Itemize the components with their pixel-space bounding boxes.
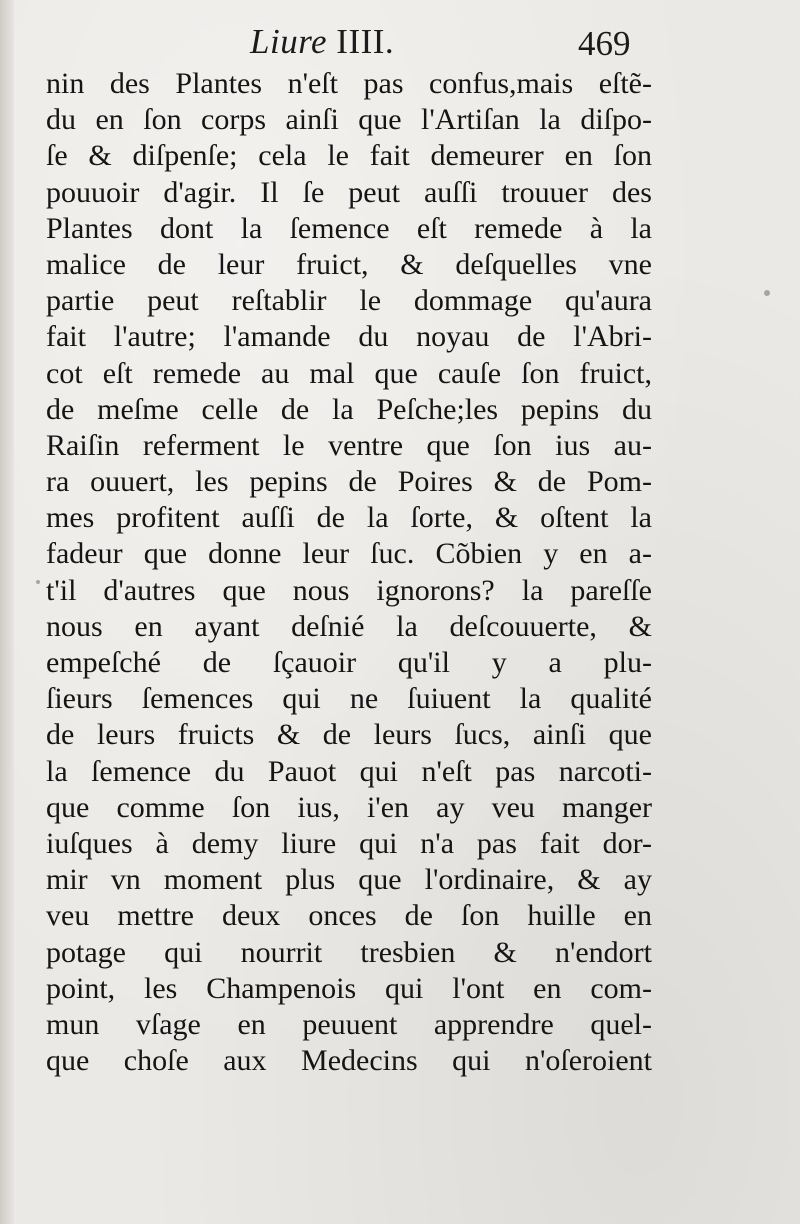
text-line: mun vſage en peuuent apprendre quel- bbox=[46, 1007, 652, 1041]
text-line: fadeur que donne leur ſuc. Cõbien y en a- bbox=[46, 537, 652, 571]
text-line: potage qui nourrit tresbien & n'endort bbox=[46, 935, 652, 969]
text-line: t'il d'autres que nous ignorons? la pareſſe bbox=[46, 573, 652, 607]
running-head-book-word: Liure bbox=[250, 22, 328, 61]
text-line: nin des Plantes n'eſt pas confus,mais eſtẽ- bbox=[46, 67, 652, 100]
page-number: 469 bbox=[578, 24, 631, 63]
text-line: mes profitent auſſi de la ſorte, & oſtent la bbox=[46, 501, 652, 535]
text-line: iuſques à demy liure qui n'a pas fait dor- bbox=[46, 826, 652, 860]
page-header bbox=[0, 18, 800, 68]
text-line: du en ſon corps ainſi que l'Artiſan la diſpo- bbox=[46, 103, 652, 137]
text-line: de leurs fruicts & de leurs ſucs, ainſi que bbox=[46, 718, 652, 752]
text-line: ſieurs ſemences qui ne ſuiuent la qualité bbox=[46, 682, 652, 716]
text-line: ra ouuert, les pepins de Poires & de Pom- bbox=[46, 465, 652, 499]
text-line: cot eſt remede au mal que cauſe ſon fruict, bbox=[46, 356, 652, 390]
text-line: de meſme celle de la Peſche;les pepins du bbox=[46, 392, 652, 426]
text-line: mir vn moment plus que l'ordinaire, & ay bbox=[46, 863, 652, 897]
paper-speck bbox=[36, 580, 40, 584]
text-line: point, les Champenois qui l'ont en com- bbox=[46, 971, 652, 1005]
page-gutter-shadow bbox=[0, 0, 14, 1224]
text-line: Plantes dont la ſemence eſt remede à la bbox=[46, 211, 652, 245]
text-line: la ſemence du Pauot qui n'eſt pas narcoti- bbox=[46, 754, 652, 788]
body-text bbox=[46, 66, 652, 1079]
text-line: pouuoir d'agir. Il ſe peut auſſi trouuer des bbox=[46, 175, 652, 209]
running-head-book-number: IIII. bbox=[336, 22, 395, 61]
text-line: veu mettre deux onces de ſon huille en bbox=[46, 899, 652, 933]
text-line: fait l'autre; l'amande du noyau de l'Abri- bbox=[46, 320, 652, 354]
text-line: nous en ayant deſnié la deſcouuerte, & bbox=[46, 609, 652, 643]
text-line: Raiſin referment le ventre que ſon ius au- bbox=[46, 428, 652, 462]
text-line: que comme ſon ius, i'en ay veu manger bbox=[46, 790, 652, 824]
text-line: que choſe aux Medecins qui n'oſeroient bbox=[46, 1044, 652, 1078]
text-line: malice de leur fruict, & deſquelles vne bbox=[46, 247, 652, 281]
text-line: ſe & diſpenſe; cela le fait demeurer en ſon bbox=[46, 139, 652, 173]
text-line: partie peut reſtablir le dommage qu'aura bbox=[46, 284, 652, 318]
text-line: empeſché de ſçauoir qu'il y a plu- bbox=[46, 646, 652, 679]
paper-speck bbox=[764, 290, 770, 296]
running-head bbox=[250, 22, 394, 62]
